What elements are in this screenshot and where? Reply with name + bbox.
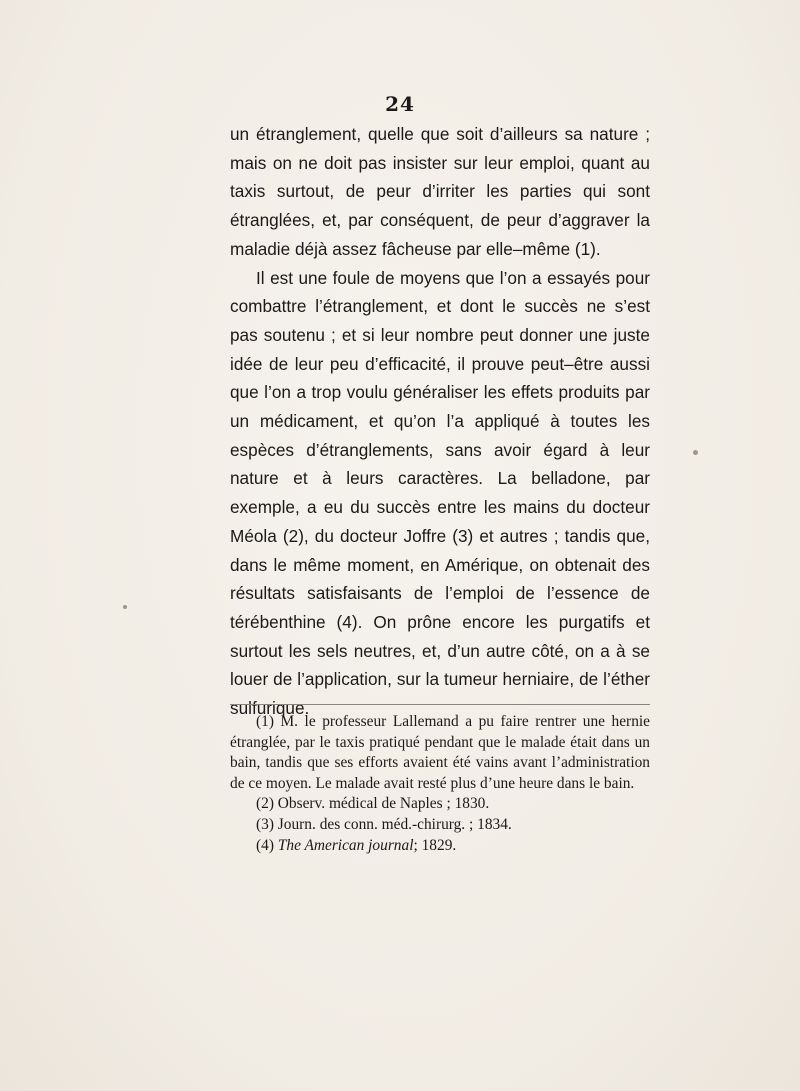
paper-speck <box>123 605 127 609</box>
footnote-4 <box>230 836 650 857</box>
footnote-separator <box>230 704 650 705</box>
footnote-4-title: The American journal <box>277 836 414 854</box>
footnote-4-rest: ; 1829. <box>413 836 457 854</box>
footnotes <box>230 712 650 856</box>
footnote-3: (3) Journ. des conn. méd.-chirurg. ; 1834. <box>256 815 512 833</box>
paragraph-1: un étranglement, quelle que soit d’ailleurs sa nature ; mais on ne doit pas insister sur leur emploi, quant au taxis surtout, de peur d’irriter les parties qui sont étranglées, et, par conséquent, de peur d’aggraver la maladie déjà assez fâcheuse par elle–même (1). <box>230 124 650 259</box>
paper-speck <box>693 450 698 455</box>
page-number: 24 <box>385 92 415 116</box>
footnote-4-marker: (4) <box>256 836 274 854</box>
footnote-1: (1) M. le professeur Lallemand a pu faire rentrer une hernie étranglée, par le taxis pratiqué pendant que le malade était dans un bain, tandis que ses efforts avaient été vains avant l’administration de ce moyen. Le malade avait resté plus d’une heure dans le bain. <box>230 713 650 792</box>
paragraph-2: Il est une foule de moyens que l’on a essayés pour combattre l’étranglement, et dont le succès ne s’est pas soutenu ; et si leur nombre peut donner une juste idée de leur peu d’efficacité, il prouve peut–être aussi que l’on a trop voulu généraliser les effets produits par un médicament, et qu’on l’a appliqué à toutes les espèces d’étranglements, sans avoir égard à leur nature et à leurs caractères. La belladone, par exemple, a eu du succès entre les mains du docteur Méola (2), du docteur Joffre (3) et autres ; tandis que, dans le même moment, en Amérique, on obtenait des résultats satisfaisants de l’emploi de l’essence de térébenthine (4). On prône encore les purgatifs et surtout les sels neutres, et, d’un autre côté, on a à se louer de l’application, sur la tumeur herniaire, de l’éther sulfurique. <box>230 267 650 719</box>
footnote-2: (2) Observ. médical de Naples ; 1830. <box>256 795 490 813</box>
body-text <box>230 120 650 723</box>
